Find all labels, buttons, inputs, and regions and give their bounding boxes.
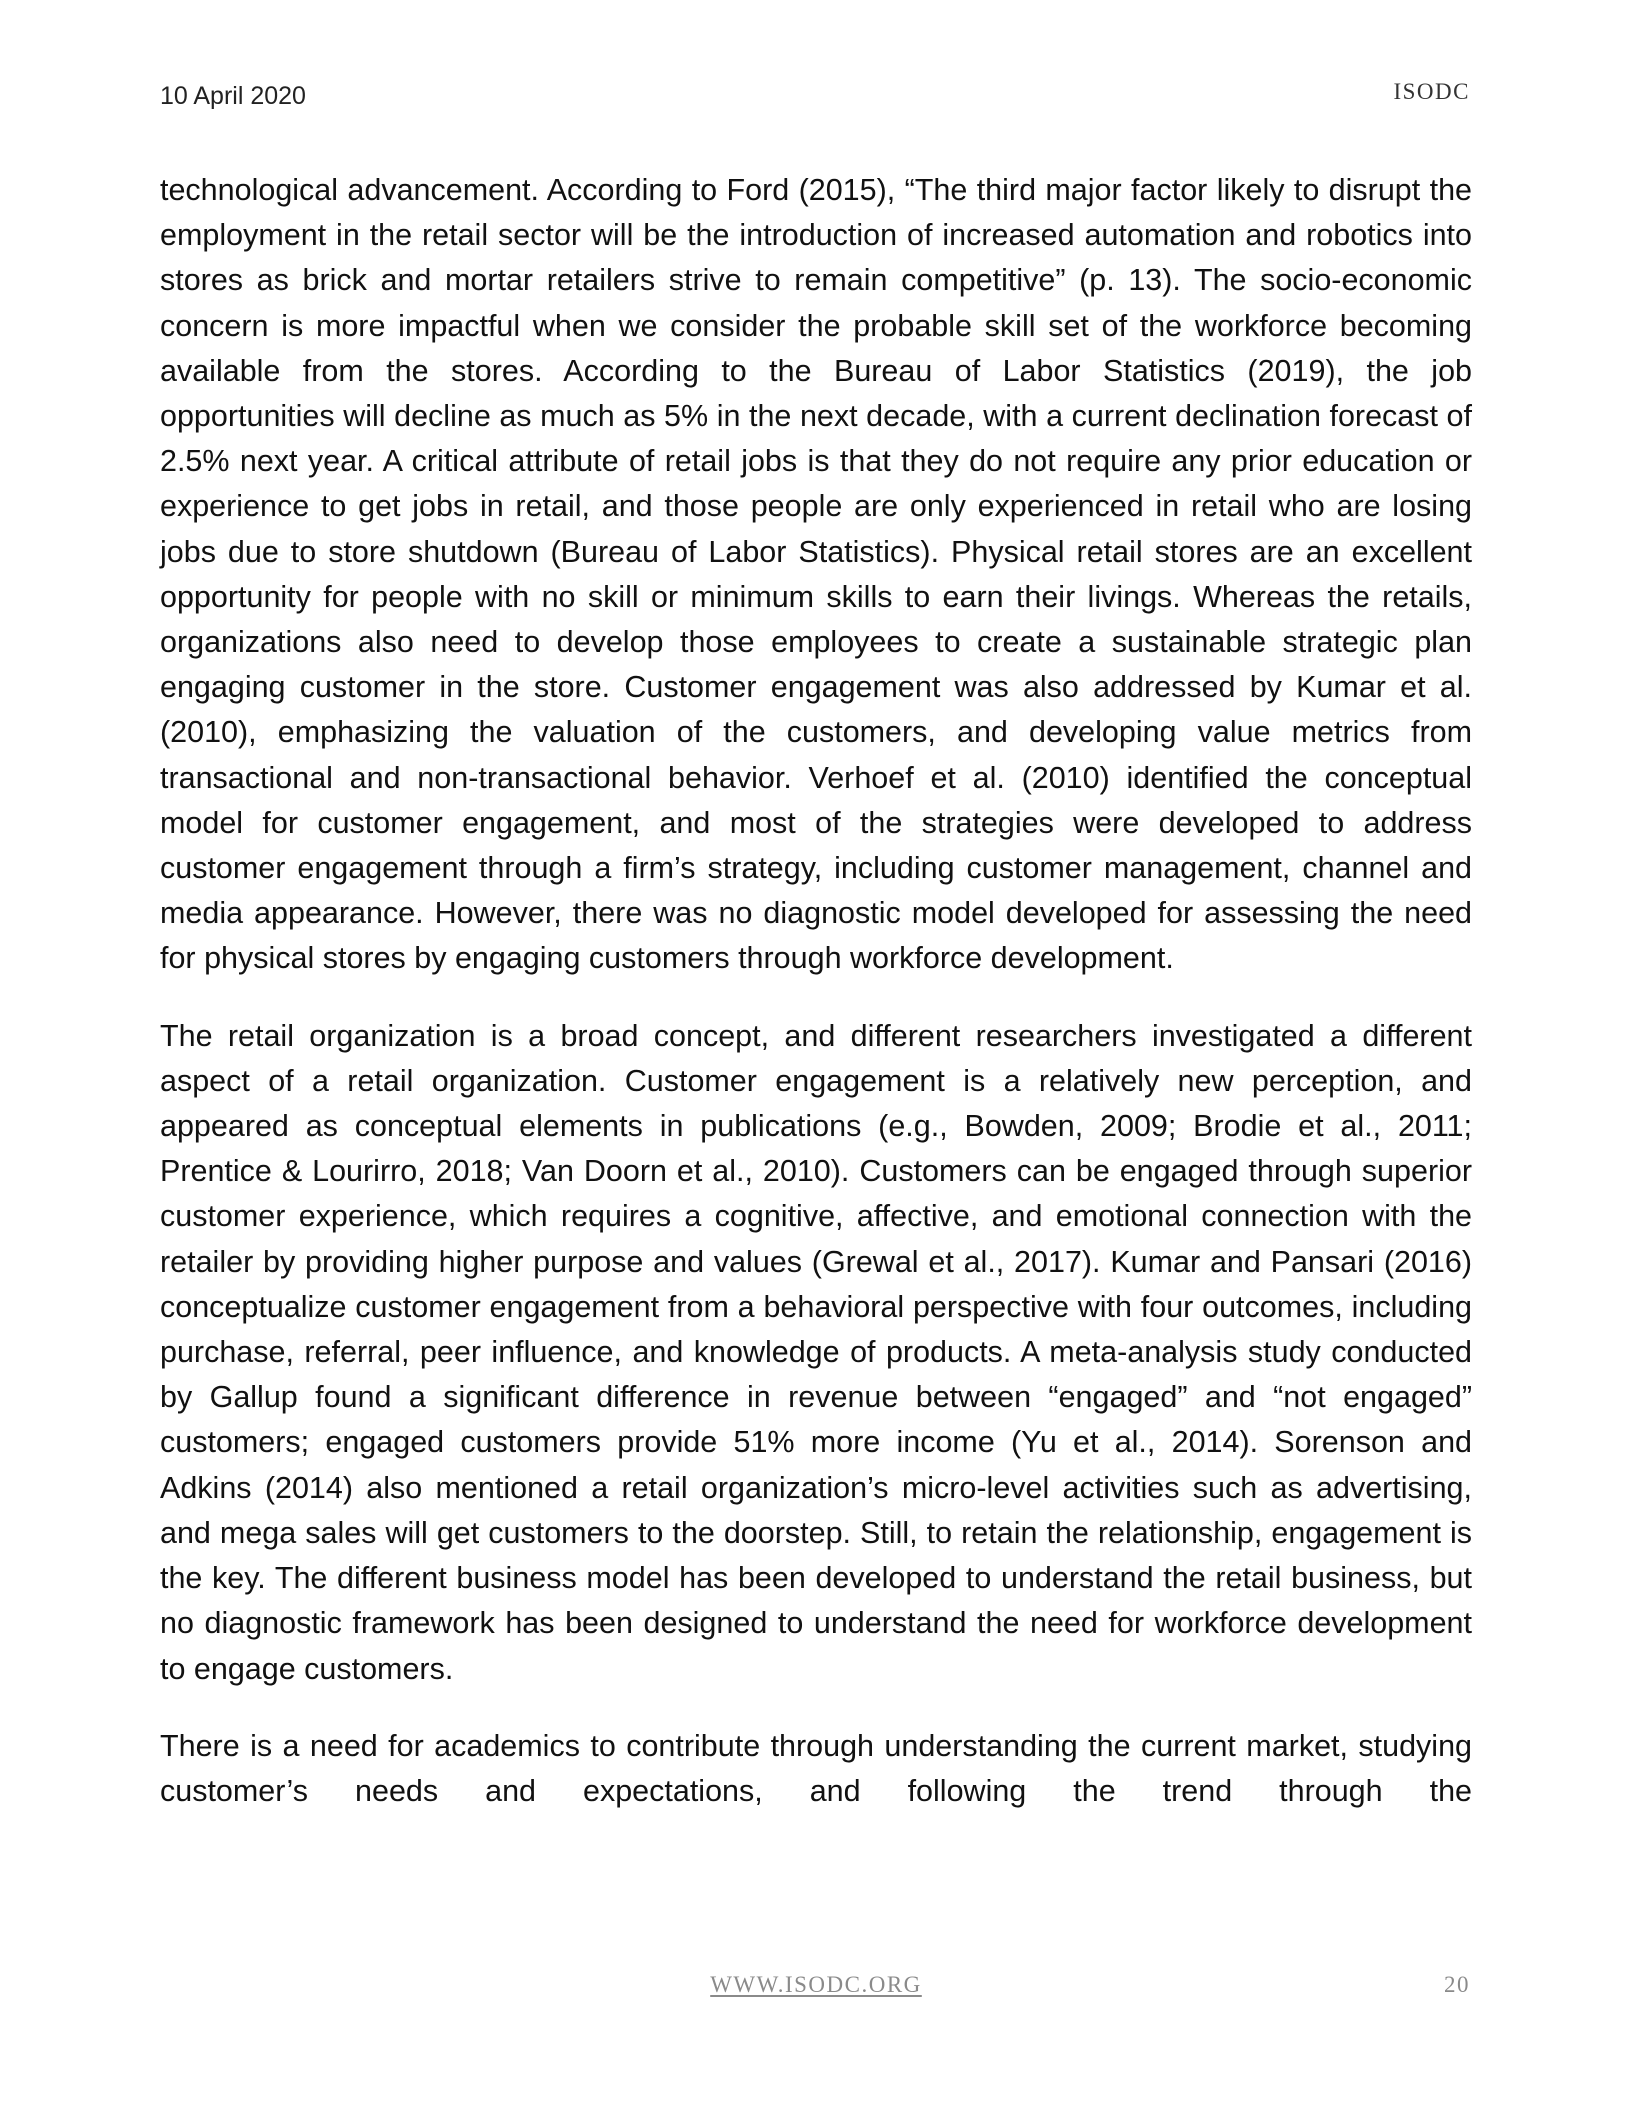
page-number: 20 bbox=[1444, 1972, 1470, 1997]
body-text bbox=[160, 168, 1472, 1846]
paragraph: technological advancement. According to Ford (2015), “The third major factor likely to disrupt the employment in the retail sector will be the introduction of increased automation and robotics into stores as brick and mortar retailers strive to remain competitive” (p. 13). The socio-economic concern is more impactful when we consider the probable skill set of the workforce becoming available from the stores. According to the Bureau of Labor Statistics (2019), the job opportunities will decline as much as 5% in the next decade, with a current declination forecast of 2.5% next year. A critical attribute of retail jobs is that they do not require any prior education or experience to get jobs in retail, and those people are only experienced in retail who are losing jobs due to store shutdown (Bureau of Labor Statistics). Physical retail stores are an excellent opportunity for people with no skill or minimum skills to earn their livings. Whereas the retails, organizations also need to develop those employees to create a sustainable strategic plan engaging customer in the store. Customer engagement was also addressed by Kumar et al. (2010), emphasizing the valuation of the customers, and developing value metrics from transactional and non-transactional behavior. Verhoef et al. (2010) identified the conceptual model for customer engagement, and most of the strategies were developed to address customer engagement through a firm’s strategy, including customer management, channel and media appearance. However, there was no diagnostic model developed for assessing the need for physical stores by engaging customers through workforce development. bbox=[160, 173, 1472, 976]
header-date: 10 April 2020 bbox=[160, 82, 306, 110]
paragraph: The retail organization is a broad concept, and different researchers investigated a different aspect of a retail organization. Customer engagement is a relatively new perception, and appeared as conceptual elements in publications (e.g., Bowden, 2009; Brodie et al., 2011; Prentice & Lourirro, 2018; Van Doorn et al., 2010). Customers can be engaged through superior customer experience, which requires a cognitive, affective, and emotional connection with the retailer by providing higher purpose and values (Grewal et al., 2017). Kumar and Pansari (2016) conceptualize customer engagement from a behavioral perspective with four outcomes, including purchase, referral, peer influence, and knowledge of products. A meta-analysis study conducted by Gallup found a significant difference in revenue between “engaged” and “not engaged” customers; engaged customers provide 51% more income (Yu et al., 2014). Sorenson and Adkins (2014) also mentioned a retail organization’s micro-level activities such as advertising, and mega sales will get customers to the doorstep. Still, to retain the relationship, engagement is the key. The different business model has been developed to understand the retail business, but no diagnostic framework has been designed to understand the need for workforce development to engage customers. bbox=[160, 1018, 1472, 1686]
footer-website-link[interactable]: WWW.ISODC.ORG bbox=[710, 1972, 922, 1997]
header-org-name: ISODC bbox=[1393, 79, 1470, 104]
paragraph: There is a need for academics to contribute through understanding the current market, studying customer’s needs and expectations, and following the trend through the bbox=[160, 1728, 1472, 1808]
